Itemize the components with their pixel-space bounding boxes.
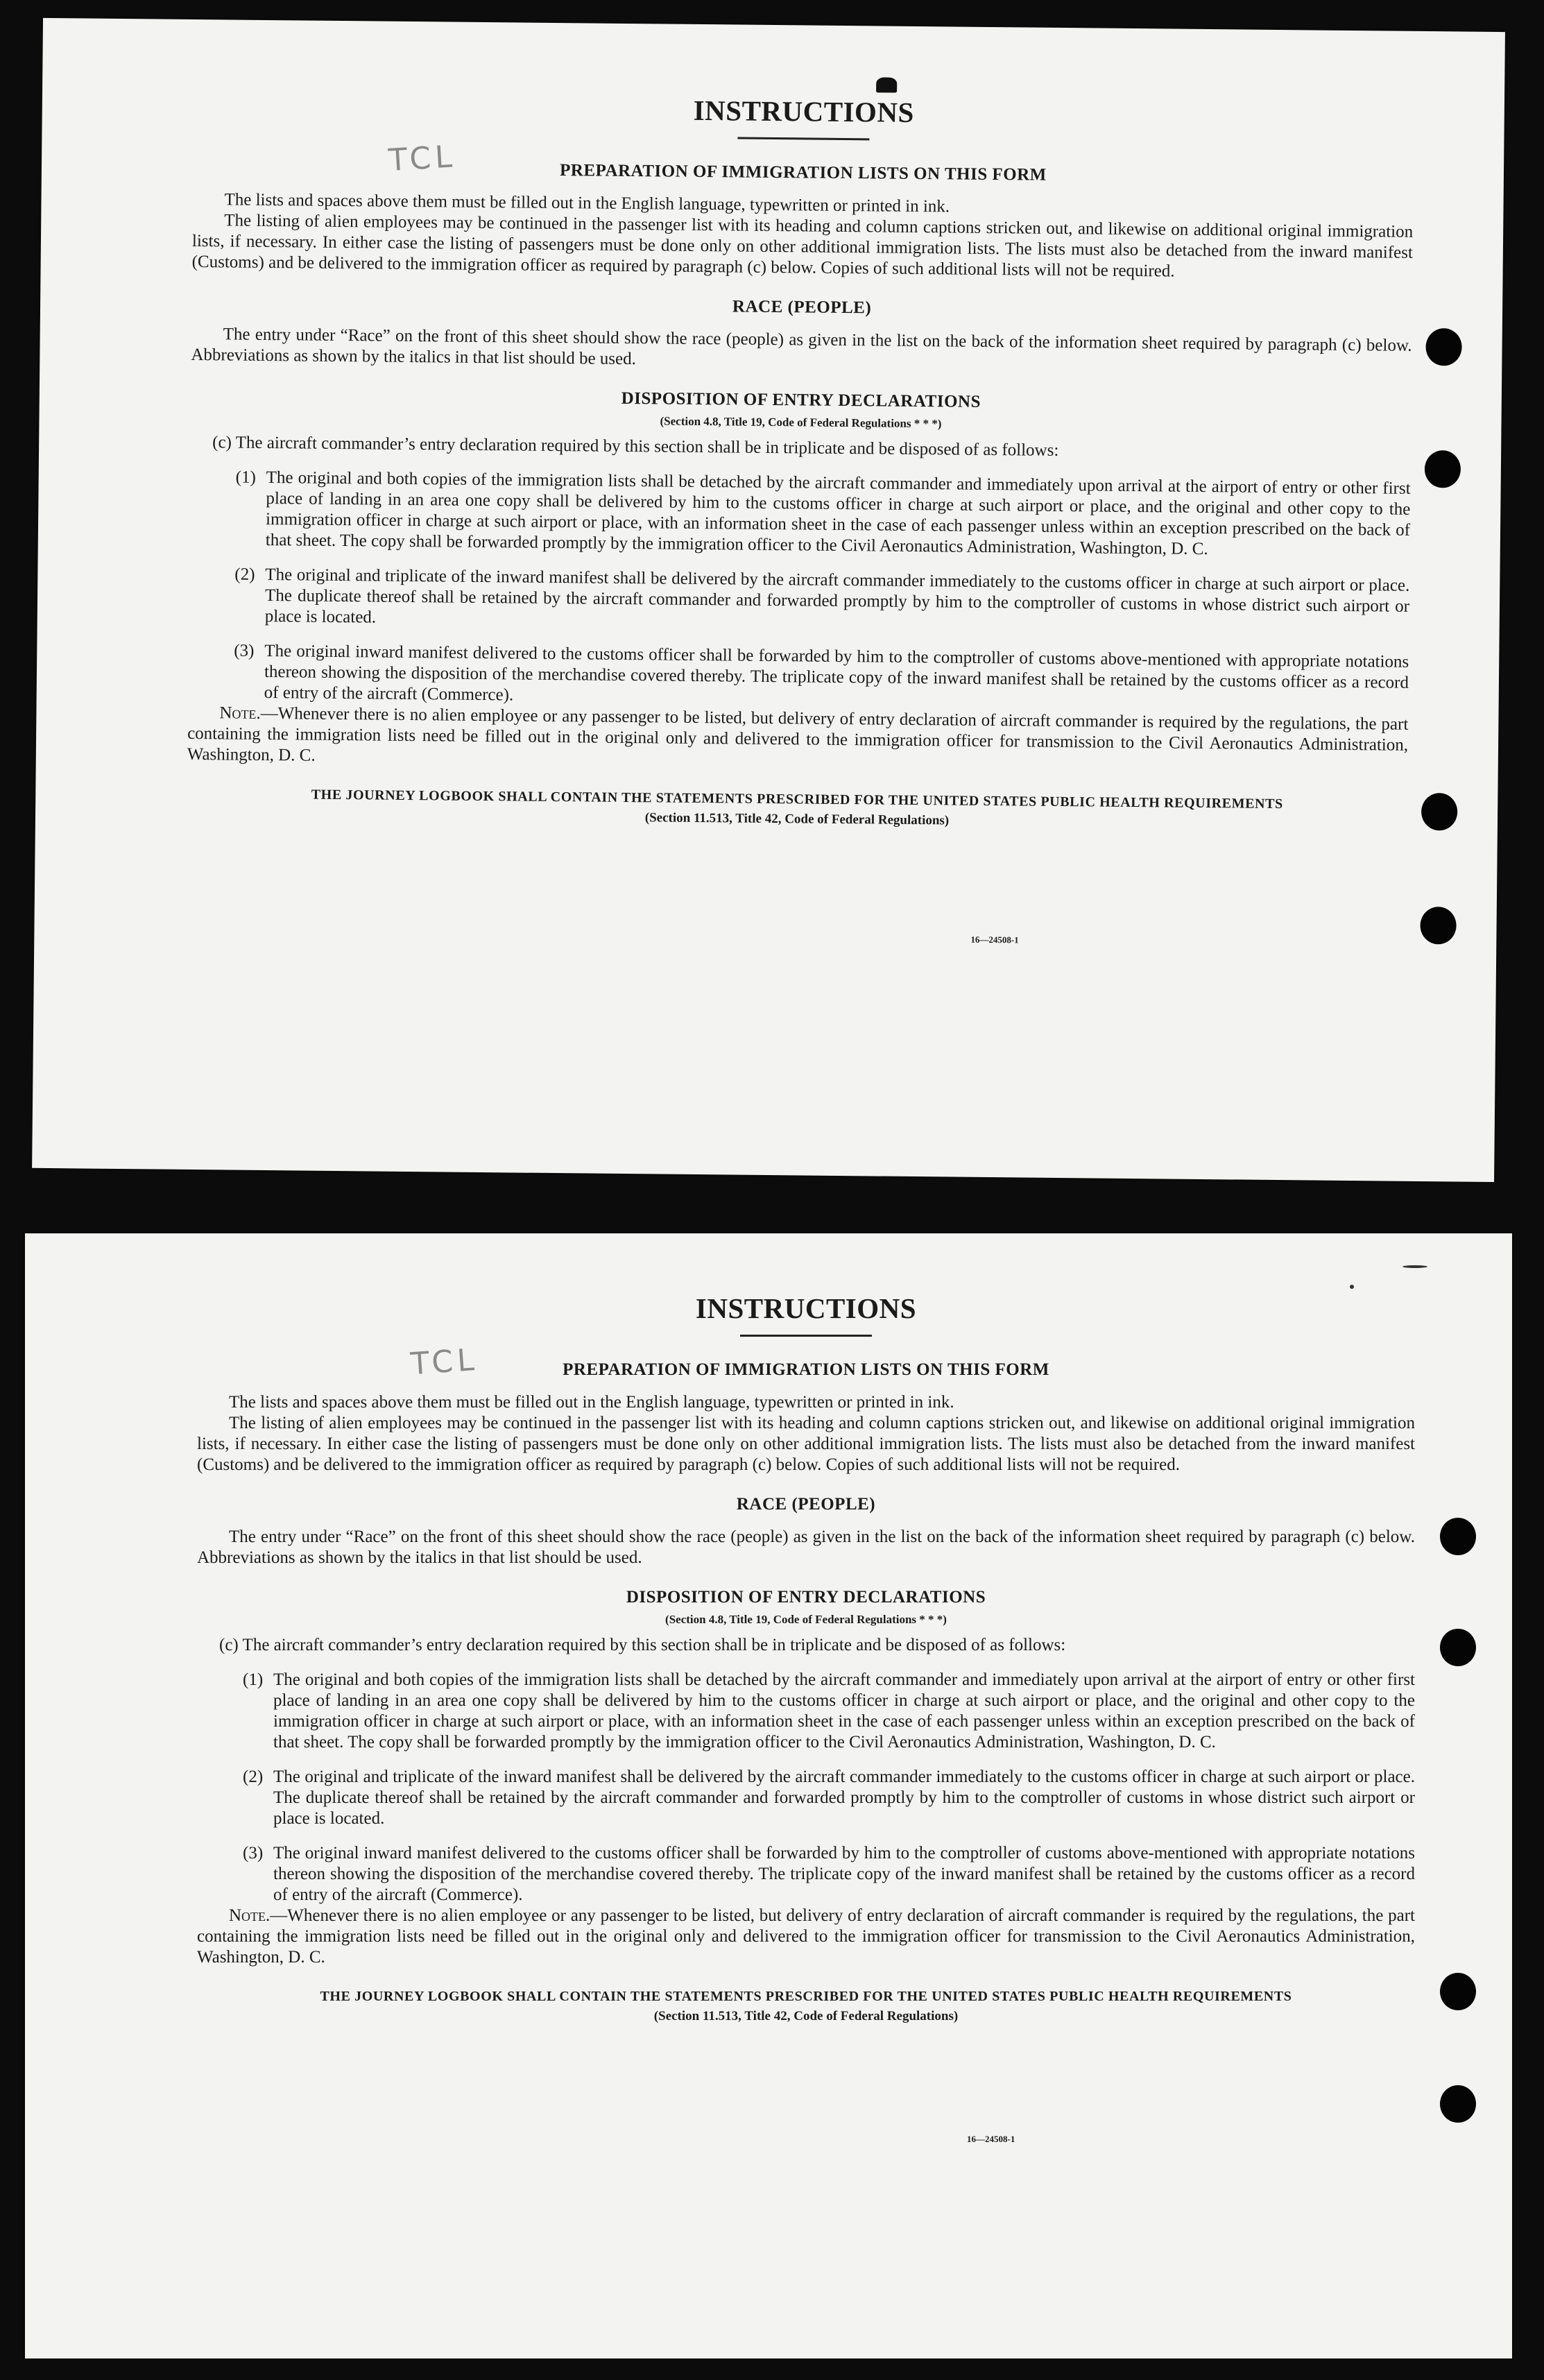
punch-hole: [1440, 2085, 1476, 2123]
instructions-content: [197, 1292, 1415, 2024]
journey-logbook-citation: (Section 11.513, Title 42, Code of Federal Regulations): [653, 2009, 959, 2023]
item-number: (3): [234, 641, 255, 660]
form-number: 16—24508-1: [967, 2134, 1015, 2144]
paragraph: The entry under “Race” on the front of this sheet should show the race (people) as given in the list on the back of the information sheet required by paragraph (c) below. Abbreviations as shown by the italics in that list should be used.: [197, 1527, 1415, 1567]
scratch-mark: [1403, 1265, 1427, 1268]
item-text: The original and both copies of the immigration lists shall be detached by the aircraft commander and immediately upon arrival at the airport of entry or other first place of landing in an area one copy shall be delivered by him to the customs officer in charge at such airport or place, and the original and other copy to the immigration officer in charge at such airport or place, with an information sheet in the case of each passenger unless within an exception prescribed on the back of that sheet. The copy shall be forwarded promptly by the immigration officer to the Civil Aeronautics Administration, Washington, D. C.: [265, 468, 1411, 559]
item-text: The original inward manifest delivered to the customs officer shall be forwarded by him to the comptroller of customs above-mentioned with appropriate notations thereon showing the disposition of the merchandise covered thereby. The triplicate copy of the inward manifest shall be retained by the customs officer as a record of entry of the aircraft (Commerce).: [273, 1844, 1415, 1904]
paragraph: The lists and spaces above them must be filled out in the English language, typewritten or printed in ink.: [224, 190, 950, 216]
journey-logbook-statement: THE JOURNEY LOGBOOK SHALL CONTAIN THE STATEMENTS PRESCRIBED FOR THE UNITED STATES PUBLIC HEALTH REQUIREMENTS: [320, 1989, 1292, 2004]
item-text: The original inward manifest delivered to the customs officer shall be forwarded by him to the comptroller of customs above-mentioned with appropriate notations thereon showing the disposition of the merchandise covered thereby. The triplicate copy of the inward manifest shall be retained by the customs officer as a record of entry of the aircraft (Commerce).: [264, 641, 1409, 705]
punch-hole: [1425, 450, 1461, 488]
list-item: [243, 1767, 1415, 1829]
punch-hole: [1425, 328, 1462, 366]
punch-hole: [1420, 907, 1457, 944]
note-paragraph: [197, 1906, 1415, 1968]
section-heading-preparation: PREPARATION OF IMMIGRATION LISTS ON THIS FORM: [559, 161, 1047, 185]
section-heading-race: RACE (PEOPLE): [736, 1495, 876, 1514]
title-rule: [740, 1335, 872, 1337]
note-text: —Whenever there is no alien employee or any passenger to be listed, but delivery of entry declaration of aircraft commander is required by the regulations, the part containing the immigration lists need be filled out in the original only and delivered to the immigration officer for transmission to the Civil Aeronautics Administration, Washington, D. C.: [197, 1906, 1415, 1967]
section-heading-race: RACE (PEOPLE): [732, 297, 872, 318]
item-number: (2): [234, 565, 255, 584]
item-number: (3): [243, 1844, 264, 1863]
paragraph: The listing of alien employees may be continued in the passenger list with its heading and column captions stricken out, and likewise on additional original immigration lists, if necessary. In either case the listing of passengers must be done only on other additional immigration lists. The lists must also be detached from the inward manifest (Customs) and be delivered to the immigration officer as required by paragraph (c) below. Copies of such additional lists will not be required.: [191, 211, 1414, 281]
form-number: 16—24508-1: [970, 934, 1019, 945]
note-label: Note.: [229, 1906, 271, 1925]
title-rule: [737, 137, 869, 141]
item-text: The original and both copies of the immigration lists shall be detached by the aircraft commander and immediately upon arrival at the airport of entry or other first place of landing in an area one copy shall be delivered by him to the customs officer in charge at such airport or place, and the original and other copy to the immigration officer in charge at such airport or place, with an information sheet in the case of each passenger unless within an exception prescribed on the back of that sheet. The copy shall be forwarded promptly by the immigration officer to the Civil Aeronautics Administration, Washington, D. C.: [273, 1670, 1415, 1752]
note-text: —Whenever there is no alien employee or any passenger to be listed, but delivery of entry declaration of aircraft commander is required by the regulations, the part containing the immigration lists need be filled out in the original only and delivered to the immigration officer for transmission to the Civil Aeronautics Administration, Washington, D. C.: [187, 703, 1409, 765]
paragraph: The lists and spaces above them must be filled out in the English language, typewritten or printed in ink.: [229, 1393, 954, 1412]
speck-mark: [1350, 1285, 1354, 1289]
list-item: [234, 641, 1409, 714]
item-number: (2): [243, 1767, 264, 1786]
section-heading-disposition: DISPOSITION OF ENTRY DECLARATIONS: [626, 1588, 986, 1607]
item-text: The original and triplicate of the inward manifest shall be delivered by the aircraft commander immediately to the customs officer in charge at such airport or place. The duplicate thereof shall be retained by the aircraft commander and forwarded promptly by him to the comptroller of customs in whose district such airport or place is located.: [264, 565, 1410, 627]
section-heading-disposition: DISPOSITION OF ENTRY DECLARATIONS: [621, 388, 981, 411]
ink-blot: [876, 77, 897, 92]
paragraph-c: (c) The aircraft commander’s entry declaration required by this section shall be in triplicate and be disposed of as follows:: [219, 1636, 1066, 1654]
page-title: INSTRUCTIONS: [695, 1292, 917, 1324]
list-item: [243, 1670, 1415, 1753]
item-text: The original and triplicate of the inward manifest shall be delivered by the aircraft commander immediately to the customs officer in charge at such airport or place. The duplicate thereof shall be retained by the aircraft commander and forwarded promptly by him to the comptroller of customs in whose district such airport or place is located.: [273, 1767, 1415, 1828]
handwritten-note: TCL: [387, 139, 458, 179]
punch-hole: [1421, 793, 1458, 830]
list-item: [235, 468, 1411, 562]
instruction-sheet-bottom: [25, 1233, 1512, 2358]
regulation-citation: (Section 4.8, Title 19, Code of Federal Regulations * * *): [660, 414, 942, 431]
instructions-content: [187, 89, 1414, 833]
punch-hole: [1440, 1973, 1476, 2010]
item-number: (1): [243, 1670, 264, 1689]
instruction-sheet-top: [32, 18, 1505, 1182]
regulation-citation: (Section 4.8, Title 19, Code of Federal Regulations * * *): [665, 1613, 947, 1626]
punch-hole: [1440, 1629, 1476, 1666]
page-title: INSTRUCTIONS: [693, 94, 915, 128]
paragraph: The listing of alien employees may be continued in the passenger list with its heading and column captions stricken out, and likewise on additional original immigration lists, if necessary. In either case the listing of passengers must be done only on other additional immigration lists. The lists must also be detached from the inward manifest (Customs) and be delivered to the immigration officer as required by paragraph (c) below. Copies of such additional lists will not be required.: [197, 1414, 1415, 1474]
note-label: Note.: [219, 703, 261, 723]
paragraph-c: (c) The aircraft commander’s entry declaration required by this section shall be in triplicate and be disposed of as follows:: [212, 433, 1059, 460]
handwritten-note: TCL: [409, 1342, 480, 1382]
punch-hole: [1440, 1518, 1476, 1555]
section-heading-preparation: PREPARATION OF IMMIGRATION LISTS ON THIS FORM: [563, 1360, 1049, 1379]
journey-logbook-statement: THE JOURNEY LOGBOOK SHALL CONTAIN THE STATEMENTS PRESCRIBED FOR THE UNITED STATES PUBLIC HEALTH REQUIREMENTS: [311, 787, 1283, 812]
paragraph: The entry under “Race” on the front of this sheet should show the race (people) as given in the list on the back of the information sheet required by paragraph (c) below. Abbreviations as shown by the italics in that list should be used.: [191, 325, 1412, 369]
note-paragraph: [187, 703, 1409, 777]
list-item: [234, 565, 1410, 638]
list-item: [243, 1843, 1415, 1906]
item-number: (1): [235, 468, 256, 487]
journey-logbook-citation: (Section 11.513, Title 42, Code of Federal Regulations): [644, 810, 950, 828]
